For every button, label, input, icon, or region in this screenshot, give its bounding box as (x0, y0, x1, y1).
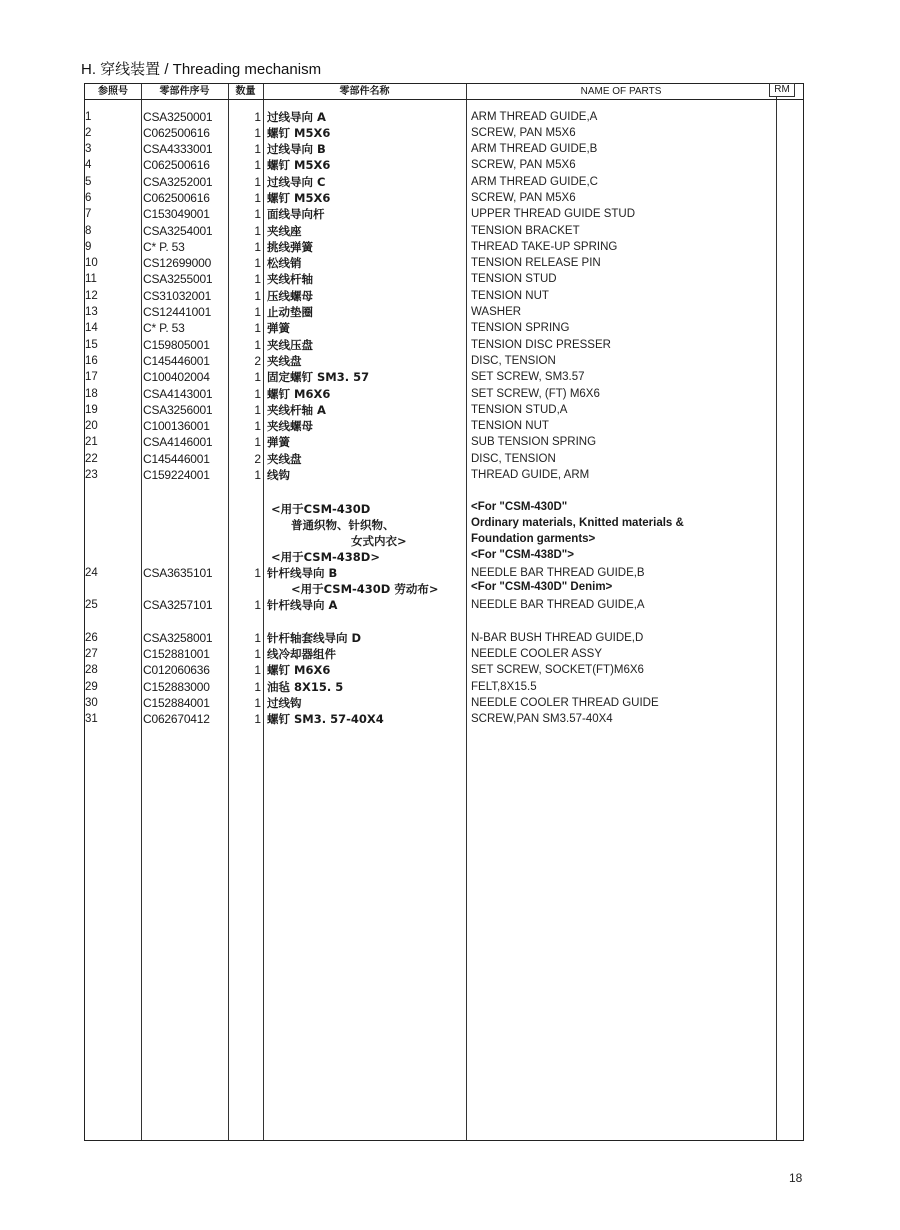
quantity-cell: 1 (254, 387, 261, 401)
table-row (85, 402, 803, 418)
table-row (85, 630, 803, 646)
part-number-cell: CS12699000 (143, 256, 212, 270)
page-number: 18 (789, 1171, 803, 1185)
cn-name-cell: 止动垫圈 (267, 305, 313, 319)
en-name-cell: FELT,8X15.5 (471, 681, 537, 693)
ref-cell: 2 (85, 127, 92, 139)
cn-name-cell: 压线螺母 (267, 289, 313, 303)
table-row (85, 288, 803, 304)
cn-name-cell: 螺钉 M6X6 (267, 387, 331, 401)
table-row (85, 320, 803, 336)
part-number-cell: C145446001 (143, 452, 210, 466)
en-name-cell: SET SCREW, SM3.57 (471, 371, 585, 383)
cn-name-cell: 线冷却器组件 (267, 647, 336, 661)
part-number-cell: C145446001 (143, 354, 210, 368)
ref-cell: 11 (85, 273, 97, 285)
ref-cell: 29 (85, 681, 98, 693)
quantity-cell: 1 (254, 321, 261, 335)
quantity-cell: 1 (254, 175, 261, 189)
en-name-cell: TENSION NUT (471, 290, 549, 302)
cn-name-cell: 夹线盘 (267, 452, 302, 466)
en-name-cell: SCREW, PAN M5X6 (471, 159, 576, 171)
note-cn: 女式内衣> (351, 534, 407, 548)
quantity-cell: 1 (254, 240, 261, 254)
note-cn: <用于CSM-438D> (271, 550, 380, 564)
table-row (85, 418, 803, 434)
table-row (85, 206, 803, 222)
cn-name-cell: 面线导向杆 (267, 207, 325, 221)
cn-name-cell: 过线导向 B (267, 142, 326, 156)
cn-name-cell: 针杆线导向 A (267, 598, 338, 612)
table-row (85, 679, 803, 695)
ref-cell: 16 (85, 355, 98, 367)
cn-name-cell: 螺钉 M5X6 (267, 191, 331, 205)
quantity-cell: 1 (254, 598, 261, 612)
table-row (85, 125, 803, 141)
table-row (85, 662, 803, 678)
header-en-name: NAME OF PARTS (580, 86, 662, 97)
table-row (85, 271, 803, 287)
part-number-cell: C062500616 (143, 158, 210, 172)
table-row (85, 141, 803, 157)
note-en: Foundation garments> (471, 533, 596, 545)
table-row (85, 190, 803, 206)
en-name-cell: WASHER (471, 306, 522, 318)
en-name-cell: ARM THREAD GUIDE,C (471, 176, 598, 188)
cn-name-cell: 螺钉 M5X6 (267, 126, 331, 140)
cn-name-cell: 挑线弹簧 (267, 240, 313, 254)
cn-name-cell: 螺钉 SM3. 57-40X4 (267, 712, 384, 726)
cn-name-cell: 夹线杆轴 (267, 272, 313, 286)
ref-cell: 7 (85, 208, 92, 220)
ref-cell: 31 (85, 713, 98, 725)
ref-cell: 15 (85, 339, 98, 351)
header-qty: 数量 (235, 86, 256, 97)
part-number-cell: C062500616 (143, 126, 210, 140)
cn-name-cell: 过线导向 C (267, 175, 326, 189)
quantity-cell: 1 (254, 696, 261, 710)
table-row (85, 337, 803, 353)
ref-cell: 24 (85, 567, 98, 579)
en-name-cell: ARM THREAD GUIDE,A (471, 111, 598, 123)
table-row (85, 695, 803, 711)
ref-cell: 12 (85, 290, 98, 302)
part-number-cell: C100402004 (143, 370, 210, 384)
ref-cell: 26 (85, 632, 98, 644)
table-row (85, 239, 803, 255)
table-row (85, 467, 803, 483)
cn-name-cell: 过线导向 A (267, 110, 326, 124)
quantity-cell: 1 (254, 419, 261, 433)
en-name-cell: THREAD TAKE-UP SPRING (471, 241, 618, 253)
table-row (85, 255, 803, 271)
ref-cell: 3 (85, 143, 92, 155)
en-name-cell: SCREW, PAN M5X6 (471, 127, 576, 139)
ref-cell: 6 (85, 192, 92, 204)
table-row (85, 353, 803, 369)
cn-name-cell: 夹线盘 (267, 354, 302, 368)
part-number-cell: CSA4143001 (143, 387, 213, 401)
part-number-cell: CSA3250001 (143, 110, 213, 124)
part-number-cell: CSA3258001 (143, 631, 213, 645)
ref-cell: 17 (85, 371, 98, 383)
part-number-cell: CS31032001 (143, 289, 212, 303)
part-number-cell: C152883000 (143, 680, 210, 694)
ref-cell: 18 (85, 388, 98, 400)
part-number-cell: C159224001 (143, 468, 210, 482)
ref-cell: 4 (85, 159, 92, 171)
part-number-cell: CSA4333001 (143, 142, 213, 156)
quantity-cell: 1 (254, 566, 261, 580)
quantity-cell: 1 (254, 256, 261, 270)
en-name-cell: SET SCREW, SOCKET(FT)M6X6 (471, 664, 644, 676)
quantity-cell: 1 (254, 631, 261, 645)
cn-name-cell: 夹线座 (267, 224, 302, 238)
en-name-cell: TENSION RELEASE PIN (471, 257, 601, 269)
header-divider (85, 99, 803, 100)
table-row (85, 451, 803, 467)
note-en: <For "CSM-430D" (471, 501, 568, 513)
part-number-cell: C062500616 (143, 191, 210, 205)
ref-cell: 21 (85, 436, 98, 448)
en-name-cell: SET SCREW, (FT) M6X6 (471, 388, 600, 400)
ref-cell: 20 (85, 420, 98, 432)
cn-name-cell: 针杆轴套线导向 D (267, 631, 362, 645)
cn-name-cell: 过线钩 (267, 696, 302, 710)
quantity-cell: 1 (254, 142, 261, 156)
cn-name-cell: 弹簧 (267, 321, 290, 335)
part-number-cell: C* P. 53 (143, 321, 185, 335)
en-name-cell: THREAD GUIDE, ARM (471, 469, 590, 481)
part-number-cell: CS12441001 (143, 305, 212, 319)
cn-name-cell: 针杆线导向 B (267, 566, 338, 580)
header-part-no: 零部件序号 (159, 86, 210, 97)
part-number-cell: C159805001 (143, 338, 210, 352)
table-row (85, 109, 803, 125)
quantity-cell: 1 (254, 158, 261, 172)
quantity-cell: 1 (254, 224, 261, 238)
quantity-cell: 1 (254, 663, 261, 677)
note-cn: 普通织物、针织物、 (291, 518, 395, 532)
quantity-cell: 1 (254, 191, 261, 205)
header-cn-name: 零部件名称 (339, 86, 390, 97)
quantity-cell: 1 (254, 110, 261, 124)
quantity-cell: 1 (254, 680, 261, 694)
en-name-cell: SCREW,PAN SM3.57-40X4 (471, 713, 613, 725)
en-name-cell: ARM THREAD GUIDE,B (471, 143, 598, 155)
quantity-cell: 1 (254, 338, 261, 352)
en-name-cell: TENSION SPRING (471, 322, 570, 334)
part-number-cell: CSA4146001 (143, 435, 213, 449)
cn-name-cell: 夹线压盘 (267, 338, 313, 352)
table-row (85, 386, 803, 402)
en-name-cell: N-BAR BUSH THREAD GUIDE,D (471, 632, 644, 644)
quantity-cell: 1 (254, 647, 261, 661)
table-row (85, 711, 803, 727)
en-name-cell: TENSION NUT (471, 420, 549, 432)
en-name-cell: NEEDLE COOLER THREAD GUIDE (471, 697, 659, 709)
quantity-cell: 2 (254, 354, 261, 368)
part-number-cell: CSA3635101 (143, 566, 213, 580)
ref-cell: 19 (85, 404, 98, 416)
en-name-cell: SCREW, PAN M5X6 (471, 192, 576, 204)
en-name-cell: NEEDLE COOLER ASSY (471, 648, 603, 660)
part-number-cell: CSA3254001 (143, 224, 213, 238)
part-number-cell: C100136001 (143, 419, 210, 433)
note-en: <For "CSM-438D"> (471, 549, 574, 561)
table-row (85, 646, 803, 662)
header-ref: 参照号 (98, 86, 128, 97)
table-row (85, 597, 803, 613)
quantity-cell: 1 (254, 289, 261, 303)
en-name-cell: NEEDLE BAR THREAD GUIDE,A (471, 599, 645, 611)
header-rm: RM (769, 83, 795, 97)
cn-name-cell: 夹线螺母 (267, 419, 313, 433)
en-name-cell: TENSION DISC PRESSER (471, 339, 611, 351)
table-row (85, 223, 803, 239)
cn-name-cell: 螺钉 M6X6 (267, 663, 331, 677)
quantity-cell: 1 (254, 272, 261, 286)
cn-name-cell: 螺钉 M5X6 (267, 158, 331, 172)
part-number-cell: C152884001 (143, 696, 210, 710)
note-cn: <用于CSM-430D (271, 502, 371, 516)
table-row (85, 157, 803, 173)
en-name-cell: TENSION BRACKET (471, 225, 580, 237)
ref-cell: 14 (85, 322, 98, 334)
en-name-cell: NEEDLE BAR THREAD GUIDE,B (471, 567, 645, 579)
quantity-cell: 1 (254, 370, 261, 384)
table-row (85, 174, 803, 190)
cn-name-cell: 固定螺钉 SM3. 57 (267, 370, 370, 384)
table-row (85, 369, 803, 385)
part-number-cell: C062670412 (143, 712, 210, 726)
en-name-cell: TENSION STUD,A (471, 404, 568, 416)
ref-cell: 27 (85, 648, 98, 660)
cn-name-cell: 弹簧 (267, 435, 290, 449)
en-name-cell: TENSION STUD (471, 273, 557, 285)
cn-name-cell: 线钩 (267, 468, 290, 482)
en-name-cell: DISC, TENSION (471, 355, 556, 367)
part-number-cell: CSA3255001 (143, 272, 213, 286)
ref-cell: 28 (85, 664, 98, 676)
en-name-cell: SUB TENSION SPRING (471, 436, 597, 448)
table-row (85, 304, 803, 320)
table-row (85, 434, 803, 450)
part-number-cell: CSA3256001 (143, 403, 213, 417)
cn-name-cell: 松线销 (267, 256, 302, 270)
note-cn: <用于CSM-430D 劳动布> (291, 582, 439, 596)
ref-cell: 22 (85, 453, 98, 465)
quantity-cell: 1 (254, 712, 261, 726)
quantity-cell: 2 (254, 452, 261, 466)
parts-table (84, 83, 804, 1141)
quantity-cell: 1 (254, 403, 261, 417)
part-number-cell: C012060636 (143, 663, 210, 677)
ref-cell: 8 (85, 225, 92, 237)
note-en: Ordinary materials, Knitted materials & (471, 517, 684, 529)
cn-name-cell: 夹线杆轴 A (267, 403, 326, 417)
quantity-cell: 1 (254, 468, 261, 482)
part-number-cell: C153049001 (143, 207, 210, 221)
ref-cell: 25 (85, 599, 98, 611)
ref-cell: 30 (85, 697, 98, 709)
quantity-cell: 1 (254, 435, 261, 449)
ref-cell: 13 (85, 306, 98, 318)
quantity-cell: 1 (254, 126, 261, 140)
ref-cell: 10 (85, 257, 98, 269)
part-number-cell: C* P. 53 (143, 240, 185, 254)
ref-cell: 5 (85, 176, 92, 188)
page-title: H. 穿线装置 / Threading mechanism (81, 61, 322, 78)
ref-cell: 1 (85, 111, 92, 123)
part-number-cell: CSA3257101 (143, 598, 213, 612)
part-number-cell: C152881001 (143, 647, 210, 661)
quantity-cell: 1 (254, 305, 261, 319)
cn-name-cell: 油毡 8X15. 5 (267, 680, 344, 694)
en-name-cell: UPPER THREAD GUIDE STUD (471, 208, 636, 220)
table-row (85, 565, 803, 581)
ref-cell: 9 (85, 241, 92, 253)
note-en: <For "CSM-430D" Denim> (471, 581, 613, 593)
ref-cell: 23 (85, 469, 98, 481)
en-name-cell: DISC, TENSION (471, 453, 556, 465)
part-number-cell: CSA3252001 (143, 175, 213, 189)
quantity-cell: 1 (254, 207, 261, 221)
